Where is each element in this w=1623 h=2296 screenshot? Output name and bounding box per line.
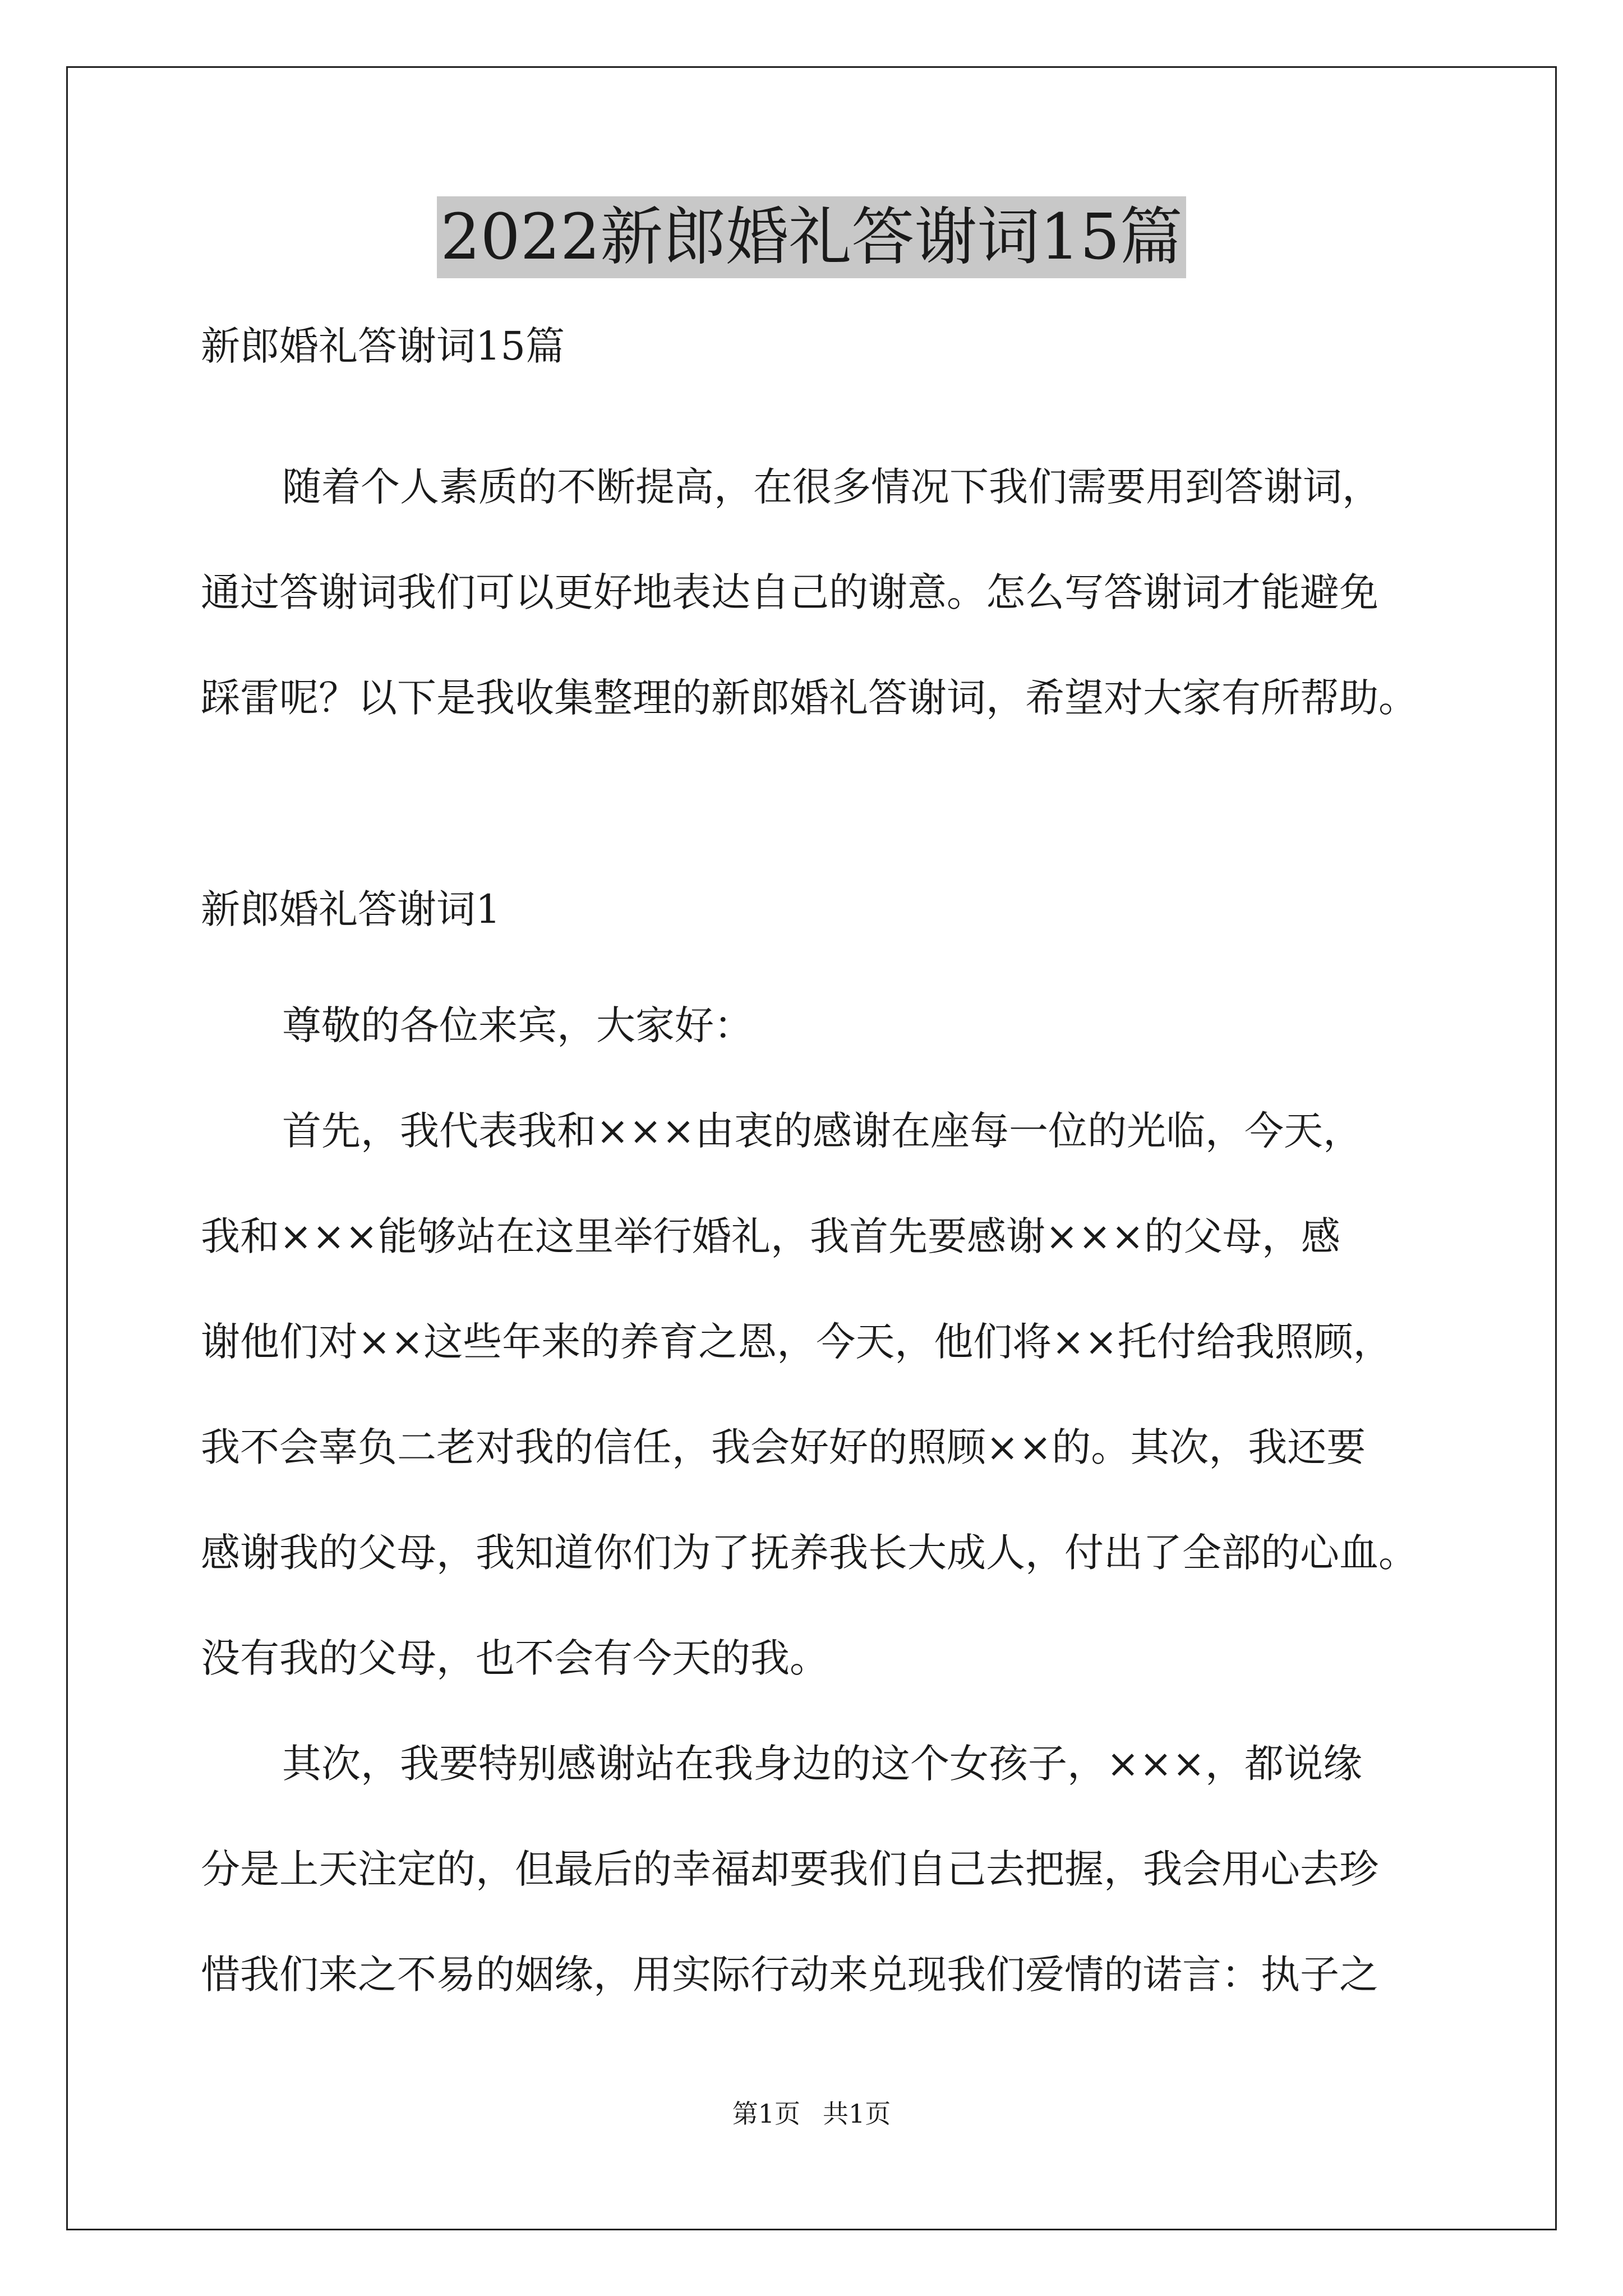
paragraph-line: 其次，我要特别感谢站在我身边的这个女孩子，×××，都说缘 xyxy=(282,1741,1362,1787)
subtitle-line: 新郎婚礼答谢词15篇 xyxy=(201,323,565,369)
paragraph-line: 尊敬的各位来宾，大家好： xyxy=(282,1002,753,1048)
paragraph-line: 随着个人素质的不断提高，在很多情况下我们需要用到答谢词， xyxy=(282,464,1381,510)
paragraph-line: 我不会辜负二老对我的信任，我会好好的照顾××的。其次，我还要 xyxy=(201,1424,1366,1470)
paragraph-line: 感谢我的父母，我知道你们为了抚养我长大成人，付出了全部的心血。 xyxy=(201,1530,1418,1576)
page-number: 第1页 xyxy=(732,2099,800,2129)
paragraph-line: 首先，我代表我和×××由衷的感谢在座每一位的光临，今天， xyxy=(282,1108,1362,1154)
page-total: 共1页 xyxy=(823,2099,891,2129)
paragraph-line: 没有我的父母，也不会有今天的我。 xyxy=(201,1635,829,1681)
section-heading: 新郎婚礼答谢词1 xyxy=(201,886,501,932)
document-title: 2022新郎婚礼答谢词15篇 xyxy=(437,196,1186,278)
title-container xyxy=(0,196,1623,278)
paragraph-line: 惜我们来之不易的姻缘，用实际行动来兑现我们爱情的诺言：执子之 xyxy=(201,1952,1378,1998)
paragraph-line: 谢他们对××这些年来的养育之恩，今天，他们将××托付给我照顾， xyxy=(201,1319,1393,1365)
paragraph-line: 通过答谢词我们可以更好地表达自己的谢意。怎么写答谢词才能避免 xyxy=(201,569,1378,615)
paragraph-line: 我和×××能够站在这里举行婚礼，我首先要感谢×××的父母，感 xyxy=(201,1213,1340,1259)
page-footer xyxy=(0,2097,1623,2131)
paragraph-line: 踩雷呢？以下是我收集整理的新郎婚礼答谢词，希望对大家有所帮助。 xyxy=(201,675,1418,721)
paragraph-line: 分是上天注定的，但最后的幸福却要我们自己去把握，我会用心去珍 xyxy=(201,1846,1378,1892)
